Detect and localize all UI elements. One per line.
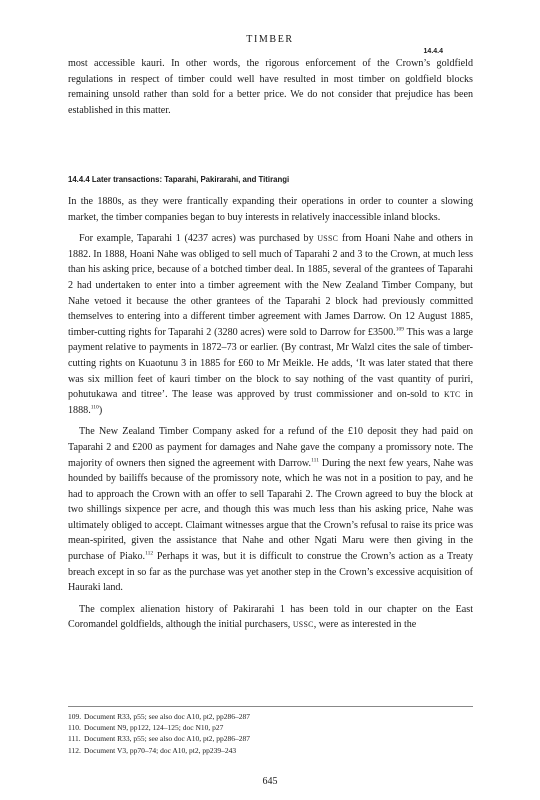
paragraph-nz-timber-company: The New Zealand Timber Company asked for a refund of the £10 deposit they had paid on Taparahi 2 and £200 as payment for damages and Nahe gave the company a promissory note. The majority of owners then signed the agreement with Darrow.$^{111}$ During the next few years, Nahe was hounded by bailiffs because of the promissory note, which he was not in a position to pay, and he had to approach the Crown with an offer to sell Taparahi 2. The Crown agreed to buy the block at two shillings sixpence per acre, and though this was much less than his asking price, Nahe was ultimately obliged to accept. Claimant witnesses argue that the Crown’s refusal to raise its price was mean-spirited, given the assistance that Nahe and other Ngati Maru were then giving in the purchase of Piako.$^{112}$ Perhaps it was, but it is difficult to construe the Crown’s action as a Treaty breach except in so far as the purchase was yet another step in the Crown’s excessive acquisition of Hauraki land. xyxy=(68,426,473,594)
section-subheading: 14.4.4 Later transactions: Taparahi, Pakirarahi, and Titirangi xyxy=(68,175,290,184)
running-head: TIMBER xyxy=(246,34,294,45)
abbrev-ussc: USSC xyxy=(292,620,314,630)
footnotes xyxy=(68,711,473,756)
paragraph-pakirarahi: The complex alienation history of Pakirarahi 1 has been told in our chapter on the East Coromandel goldfields, although the initial purchasers, USSC, were as interested in the xyxy=(68,603,473,631)
footnote-110: 110. Document N9, pp122, 124–125; doc N10, p27 xyxy=(68,723,224,733)
paragraph-1880s-expansion: In the 1880s, as they were frantically expanding their operations in order to counter a slowing market, the timber companies began to buy interests in relatively inaccessible inland blocks. xyxy=(68,196,473,223)
paragraph-taparahi: For example, Taparahi 1 (4237 acres) was purchased by USSC from Hoani Nahe and others in 1882. In 1888, Hoani Nahe was obliged to sell much of Taparahi 2 and 3 to the Crown, at much less than his asking price, because of a botched timber deal. In 1885, several of the grantees of Taparahi 2 had undertaken to enter into a timber agreement with the New Zealand Timber Company, but Nahe vetoed it because the other grantees of the Taparahi 2 block had previously committed themselves to entering into a different timber agreement with James Darrow. On 12 August 1885, timber-cutting rights for Taparahi 2 (3280 acres) were sold to Darrow for £3500.$^{109}$ This was a large payment relative to payments in 1872–73 or earlier. (By contrast, Mr Walzl cites the sale of timber-cutting rights on Kuaotunu 3 in 1885 for £60 to Mr Meikle. He adds, ‘It was later stated that there was six million feet of kauri timber on the block to say nothing of the vast quantity of puriri, pohutukawa and titree’. The lease was approved by trust commissioner and on-sold to KTC in 1888.$^{110}$) xyxy=(68,233,473,416)
continued-text-block xyxy=(68,56,473,118)
body-text-block xyxy=(68,194,473,633)
footnote-ref-112[interactable]: 112 xyxy=(145,550,154,557)
footnote-divider xyxy=(68,706,473,707)
footnote-ref-111[interactable]: 111 xyxy=(311,457,319,464)
abbrev-ktc: KTC xyxy=(443,390,461,400)
footnote-ref-109[interactable]: 109 xyxy=(395,326,405,333)
footnote-112: 112. Document V3, pp70–74; doc A10, pt2, pp239–243 xyxy=(68,745,237,755)
footnote-ref-110[interactable]: 110 xyxy=(90,404,99,411)
page-number: 645 xyxy=(262,776,278,787)
footnote-111: 111. Document R33, p55; see also doc A10, pt2, pp286–287 xyxy=(68,734,251,744)
continued-paragraph: most accessible kauri. In other words, the rigorous enforcement of the Crown’s goldfield regulations in respect of timber could well have resulted in most timber on goldfield blocks remaining unsold rather than sold for a better price. We do not consider that prejudice has been established in this matter. xyxy=(68,58,473,116)
abbrev-ussc: USSC xyxy=(317,234,339,244)
section-number-tag: 14.4.4 xyxy=(423,48,443,55)
footnote-109: 109. Document R33, p55; see also doc A10, pt2, pp286–287 xyxy=(68,712,251,721)
